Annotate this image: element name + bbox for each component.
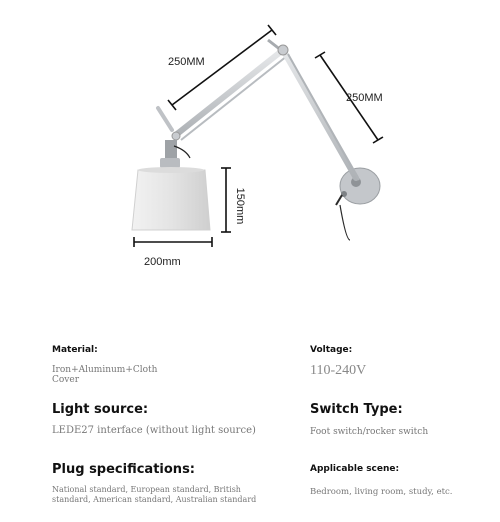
lamp-shade bbox=[132, 140, 210, 230]
scene-label: Applicable scene: bbox=[310, 464, 400, 474]
material-spec bbox=[52, 345, 172, 385]
material-value: Iron+Aluminum+Cloth Cover bbox=[52, 365, 158, 385]
shade-height-dimension-label: 150mm bbox=[234, 187, 246, 225]
switch-type-spec bbox=[310, 402, 428, 437]
light-source-value: LEDE27 interface (without light source) bbox=[52, 425, 256, 436]
plug-spec bbox=[52, 462, 277, 505]
shade-height-dimension-line bbox=[221, 168, 231, 232]
plug-value: National standard, European standard, British standard, American standard, Australian standard bbox=[52, 485, 257, 504]
lower-arm-dimension-label: 250MM bbox=[346, 92, 383, 104]
light-source-spec bbox=[52, 402, 256, 436]
switch-type-value: Foot switch/rocker switch bbox=[310, 427, 429, 437]
plug-label: Plug specifications: bbox=[52, 462, 195, 477]
material-label: Material: bbox=[52, 345, 98, 355]
voltage-label: Voltage: bbox=[310, 345, 353, 355]
upper-arm-dimension-label: 250MM bbox=[168, 56, 205, 68]
shade-width-dimension-label: 200mm bbox=[144, 256, 181, 268]
shade-width-dimension-line bbox=[134, 237, 212, 247]
scene-value: Bedroom, living room, study, etc. bbox=[310, 487, 453, 497]
voltage-spec bbox=[310, 345, 366, 379]
light-source-label: Light source: bbox=[52, 402, 149, 417]
switch-type-label: Switch Type: bbox=[310, 402, 403, 417]
scene-spec bbox=[310, 464, 453, 497]
voltage-value: 110-240V bbox=[310, 363, 367, 378]
